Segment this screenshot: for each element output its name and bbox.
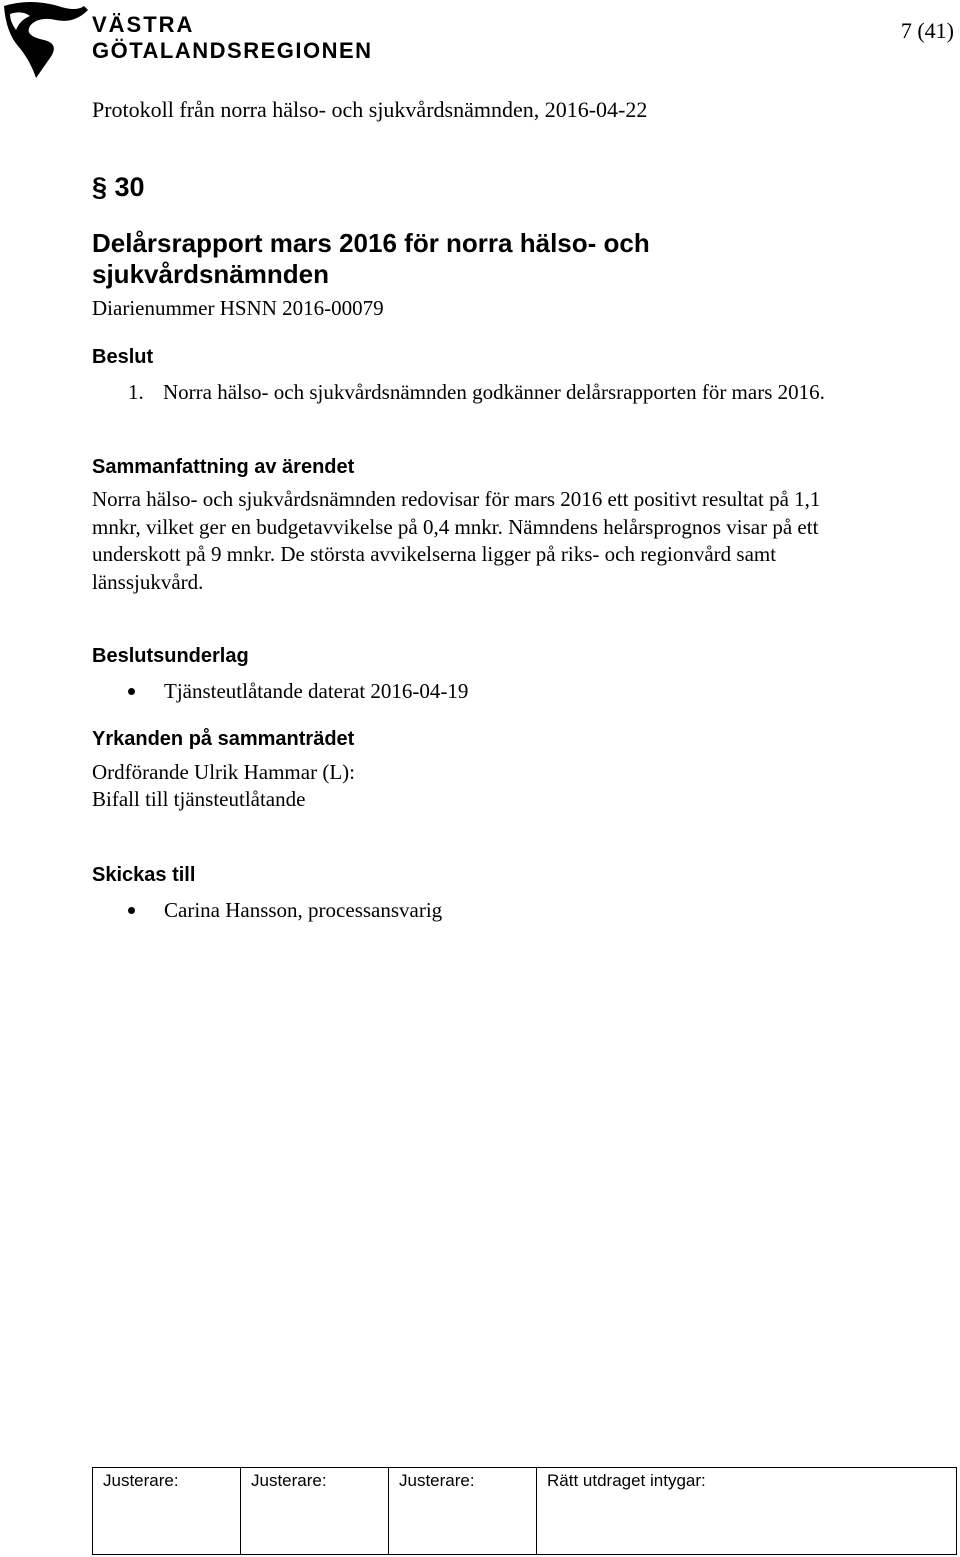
certification-cell: Rätt utdraget intygar: bbox=[537, 1468, 957, 1555]
section-number: § 30 bbox=[92, 172, 145, 202]
motions-heading: Yrkanden på sammanträdet bbox=[92, 728, 355, 750]
basis-heading: Beslutsunderlag bbox=[92, 645, 249, 667]
motions-speaker: Ordförande Ulrik Hammar (L): bbox=[92, 760, 355, 784]
logo-text-line2: GÖTALANDSREGIONEN bbox=[92, 38, 373, 63]
decision-heading: Beslut bbox=[92, 346, 154, 368]
decision-item bbox=[128, 378, 868, 438]
document-title: Delårsrapport mars 2016 för norra hälso- och sjukvårdsnämnden bbox=[92, 228, 650, 289]
signature-row bbox=[93, 1468, 957, 1555]
bullet-icon bbox=[128, 688, 135, 695]
signature-table bbox=[92, 1467, 957, 1555]
vgr-swirl-logo-icon bbox=[0, 0, 90, 80]
case-number: Diarienummer HSNN 2016-00079 bbox=[92, 296, 384, 320]
adjuster-cell-1: Justerare: bbox=[93, 1468, 241, 1555]
decision-list bbox=[128, 378, 868, 438]
send-to-list-item bbox=[128, 898, 628, 928]
basis-list-item bbox=[128, 679, 628, 709]
adjuster-cell-2: Justerare: bbox=[241, 1468, 389, 1555]
basis-item-text: Tjänsteutlåtande daterat 2016-04-19 bbox=[164, 679, 469, 703]
decision-item-text: Norra hälso- och sjukvårdsnämnden godkänner delårsrapporten för mars 2016. bbox=[163, 380, 825, 404]
motions-text: Bifall till tjänsteutlåtande bbox=[92, 787, 306, 811]
decision-item-number: 1. bbox=[128, 380, 144, 404]
organization-logo bbox=[0, 0, 390, 80]
summary-heading: Sammanfattning av ärendet bbox=[92, 456, 355, 478]
bullet-icon bbox=[128, 907, 135, 914]
adjuster-cell-3: Justerare: bbox=[389, 1468, 537, 1555]
protocol-title: Protokoll från norra hälso- och sjukvårdsnämnden, 2016-04-22 bbox=[92, 97, 648, 122]
logo-text-line1: VÄSTRA bbox=[92, 12, 195, 37]
page-number: 7 (41) bbox=[900, 18, 954, 43]
send-to-heading: Skickas till bbox=[92, 864, 196, 886]
send-to-item-text: Carina Hansson, processansvarig bbox=[164, 898, 443, 922]
summary-text: Norra hälso- och sjukvårdsnämnden redovisar för mars 2016 ett positivt resultat på 1,1 mnkr, vilket ger en budgetavvikelse på 0,4 mnkr. Nämndens helårsprognos visar på ett underskott på 9 mnkr. De största avvikelserna ligger på riks- och regionvård samt länssjukvård. bbox=[92, 487, 821, 594]
